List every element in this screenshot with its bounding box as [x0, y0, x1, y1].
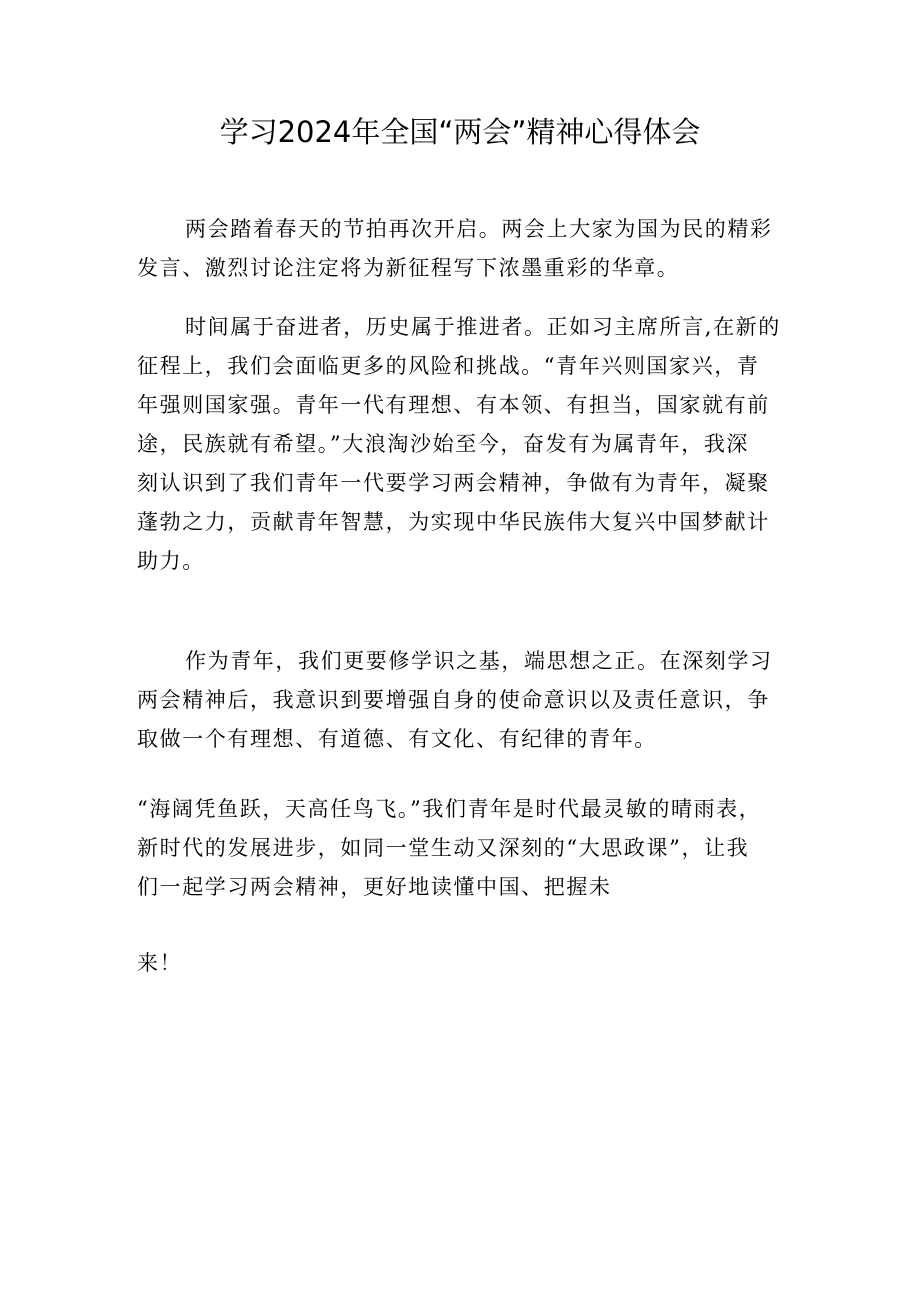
document-title: 学习2024年全国“两会”精神心得体会 — [219, 115, 701, 149]
paragraph-line: 时间属于奋进者，历史属于推进者。正如习主席所言,在新的 — [185, 315, 781, 339]
paragraph-line: 两会精神后，我意识到要增强自身的使命意识以及责任意识，争 — [137, 688, 770, 712]
paragraph-4 — [137, 790, 797, 907]
paragraph-line: 们一起学习两会精神，更好地读懂中国、把握未 — [137, 875, 612, 899]
paragraph-5 — [137, 944, 797, 983]
paragraph-line: 年强则国家强。青年一代有理想、有本领、有担当，国家就有前 — [137, 393, 770, 417]
paragraph-1 — [137, 210, 797, 288]
paragraph-line: 征程上，我们会面临更多的风险和挑战。“青年兴则国家兴，青 — [137, 354, 760, 378]
paragraph-line: 途，民族就有希望。”大浪淘沙始至今，奋发有为属青年，我深 — [137, 432, 750, 456]
paragraph-line: 蓬勃之力，贡献青年智慧，为实现中华民族伟大复兴中国梦献计 — [137, 510, 770, 534]
paragraph-line: 刻认识到了我们青年一代要学习两会精神，争做有为青年，凝聚 — [137, 471, 770, 495]
paragraph-3 — [137, 642, 797, 759]
paragraph-2 — [137, 308, 797, 581]
paragraph-line: 发言、激烈讨论注定将为新征程写下浓墨重彩的华章。 — [137, 256, 680, 280]
paragraph-line: 两会踏着春天的节拍再次开启。两会上大家为国为民的精彩 — [185, 217, 773, 241]
paragraph-line: 助力。 — [137, 549, 205, 573]
paragraph-line: “海阔凭鱼跃，天高任鸟飞。”我们青年是时代最灵敏的晴雨表， — [137, 797, 762, 821]
paragraph-line: 作为青年，我们更要修学识之基，端思想之正。在深刻学习 — [185, 649, 773, 673]
paragraph-line: 取做一个有理想、有道德、有文化、有纪律的青年。 — [137, 727, 657, 751]
paragraph-line: 新时代的发展进步，如同一堂生动又深刻的“大思政课”，让我 — [137, 836, 750, 860]
paragraph-line: 来！ — [137, 951, 183, 975]
